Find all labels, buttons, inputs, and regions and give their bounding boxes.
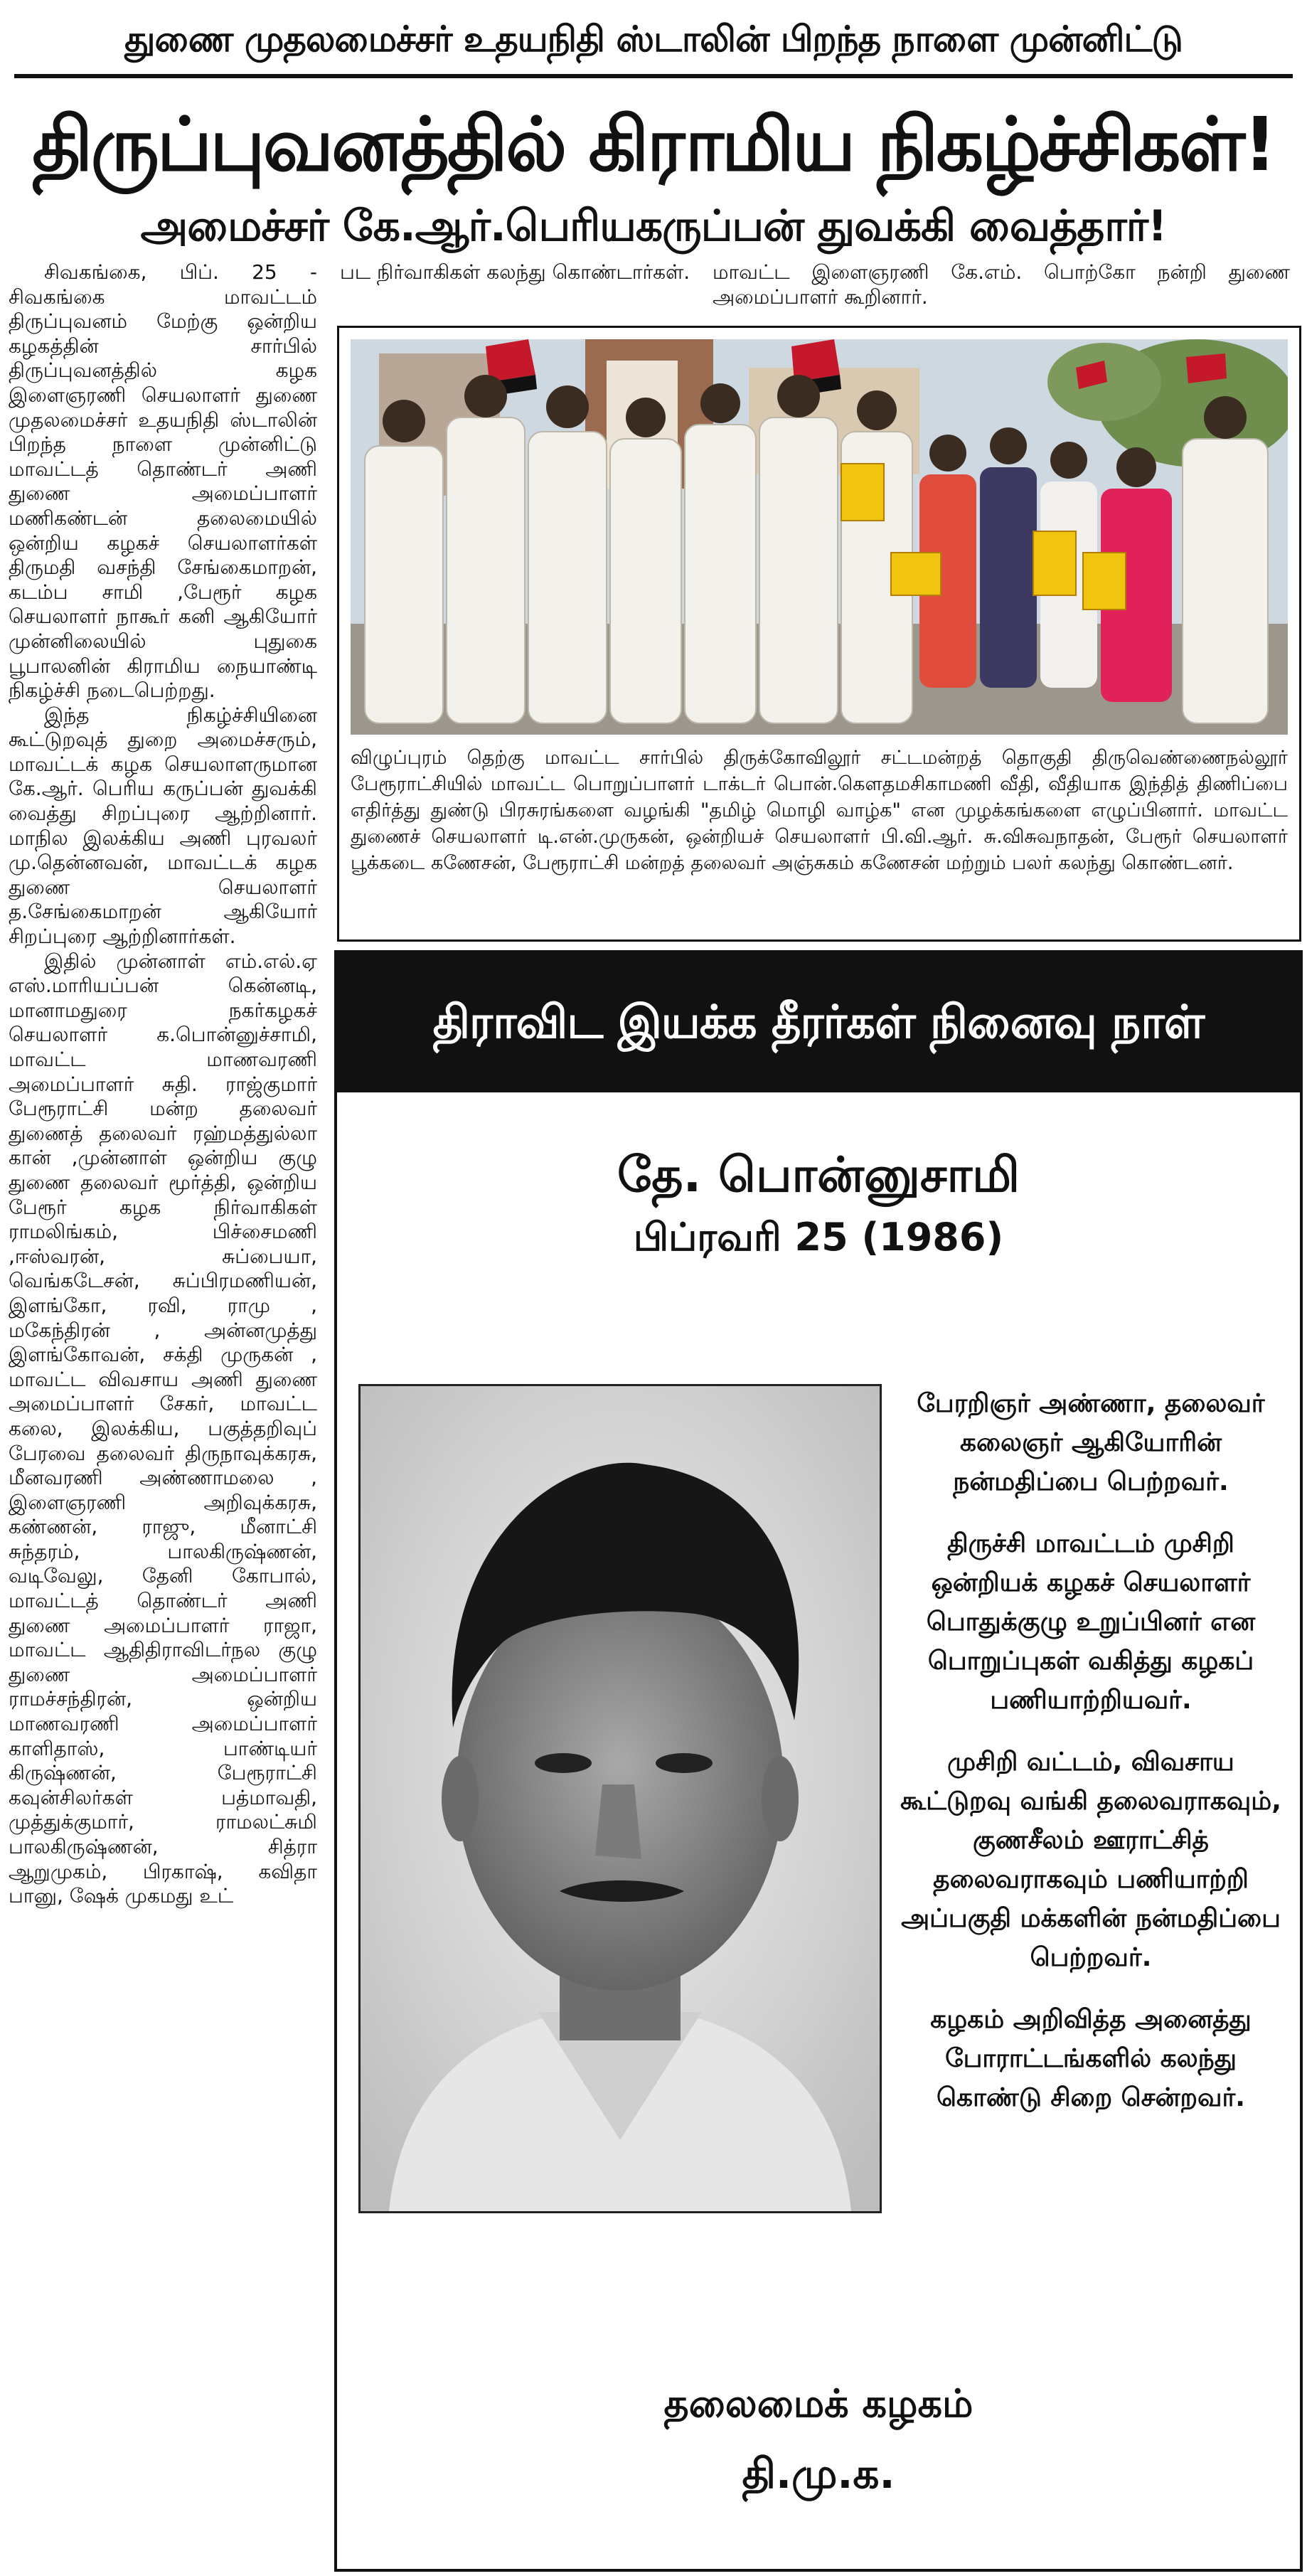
memorial-notice (334, 950, 1303, 2572)
article-continuation-1: பட நிர்வாகிகள் கலந்து கொண்டார்கள். (340, 260, 690, 284)
article-paragraph: சிவகங்கை, பிப். 25 - சிவகங்கை மாவட்டம் திருப்புவனம் மேற்கு ஒன்றிய கழகத்தின் சார்பில் திருப்புவனத்தில் கழக இளைஞரணி செயலாளர் துணை முதலமைச்சர் உதயநிதி ஸ்டாலின் பிறந்த நாளை முன்னிட்டு மாவட்டத் தொண்டர் அணி துணை அமைப்பாளர் மணிகண்டன் தலைமையில் ஒன்றிய கழகச் செயலாளர்கள் திருமதி வசந்தி சேங்கைமாறன், கடம்ப சாமி ,பேரூர் கழக செயலாளர் நாகூர் கனி ஆகியோர் முன்னிலையில் புதுகை பூபாலனின் கிராமிய நையாண்டி நிகழ்ச்சி நடைபெற்றது. (9, 260, 317, 703)
article-paragraph: இந்த நிகழ்ச்சியினை கூட்டுறவுத் துறை அமைச்சரும், மாவட்டக் கழக செயலாளருமான கே.ஆர். பெரிய கருப்பன் துவக்கி வைத்து சிறப்புரை ஆற்றினார். மாநில இலக்கிய அணி புரவலர் மு.தென்னவன், மாவட்டக் கழக துணை செயலாளர் த.சேங்கைமாறன் ஆகியோர் சிறப்புரை ஆற்றினார்கள். (9, 703, 317, 949)
memorial-bio (899, 1384, 1283, 2140)
signature-party: தி.மு.க. (742, 2449, 895, 2498)
photo-caption: விழுப்புரம் தெற்கு மாவட்ட சார்பில் திருக்கோவிலூர் சட்டமன்றத் தொகுதி திருவெண்ணைநல்லூர் பேரூராட்சியில் மாவட்ட பொறுப்பாளர் டாக்டர் பொன்.கௌதமசிகாமணி வீதி, வீதியாக இந்தித் திணிப்பை எதிர்த்து துண்டு பிரசுரங்களை வழங்கி "தமிழ் மொழி வாழ்க" என முழக்கங்களை எழுப்பினார். மாவட்ட துணைச் செயலாளர் டி.என்.முருகன், ஒன்றியச் செயலாளர் பி.வி.ஆர். சு.விசுவநாதன், பேரூர் செயலாளர் பூக்கடை கணேசன், பேரூராட்சி மன்றத் தலைவர் அஞ்சுகம் கணேசன் மற்றும் பலர் கலந்து கொண்டனர். (351, 747, 1288, 874)
main-headline: திருப்புவனத்தில் கிராமிய நிகழ்ச்சிகள்! (32, 101, 1275, 188)
article-paragraph: இதில் முன்னாள் எம்.எல்.ஏ எஸ்.மாரியப்பன் கென்னடி, மானாமதுரை நகர்கழகச் செயலாளர் க.பொன்னுச்சாமி, மாவட்ட மாணவரணி அமைப்பாளர் சுதி. ராஜ்குமார் பேரூராட்சி மன்ற தலைவர் துணைத் தலைவர் ரஹ்மத்துல்லா கான் ,முன்னாள் ஒன்றிய குழு துணை தலைவர் மூர்த்தி, ஒன்றிய பேரூர் கழக நிர்வாகிகள் ராமலிங்கம், பிச்சைமணி ,ஈஸ்வரன், சுப்பையா, வெங்கடேசன், சுப்பிரமணியன், இளங்கோ, ரவி, ராமு , மகேந்திரன் , அன்னமுத்து இளங்கோவன், சக்தி முருகன் , மாவட்ட விவசாய அணி துணை அமைப்பாளர் சேகர், மாவட்ட கலை, இலக்கிய, பகுத்தறிவுப் பேரவை தலைவர் திருநாவுக்கரசு, மீனவரணி அண்ணாமலை , இளைஞரணி அறிவுக்கரசு, கண்ணன், ராஜு, மீனாட்சி சுந்தரம், பாலகிருஷ்ணன், வடிவேலு, தேனி கோபால், மாவட்டத் தொண்டர் அணி துணை அமைப்பாளர் ராஜா, மாவட்ட ஆதிதிராவிடர்நல குழு துணை அமைப்பாளர் ராமச்சந்திரன், ஒன்றிய மாணவரணி அமைப்பாளர் காளிதாஸ், பாண்டியர் கிருஷ்ணன், பேரூராட்சி கவுன்சிலர்கள் பத்மாவதி, முத்துக்குமார், ராமலட்சுமி பாலகிருஷ்ணன், சித்ரா ஆறுமுகம், பிரகாஷ், கவிதா பானு, ஷேக் முகமது உட் (9, 949, 317, 1908)
kicker-headline: துணை முதலமைச்சர் உதயநிதி ஸ்டாலின் பிறந்த நாளை முன்னிட்டு (124, 18, 1183, 60)
bio-paragraph: திருச்சி மாவட்டம் முசிறி ஒன்றியக் கழகச் செயலாளர் பொதுக்குழு உறுப்பினர் என பொறுப்புகள் வகித்து கழகப் பணியாற்றியவர். (926, 1529, 1256, 1715)
crowd-photo-illustration (351, 339, 1288, 735)
news-photo (351, 339, 1288, 735)
portrait-photo (358, 1384, 882, 2213)
sub-headline: அமைச்சர் கே.ஆர்.பெரியகருப்பன் துவக்கி வைத்தார்! (140, 201, 1167, 251)
memorial-banner: திராவிட இயக்க தீரர்கள் நினைவு நாள் (337, 953, 1300, 1092)
bio-paragraph: கழகம் அறிவித்த அனைத்து போராட்டங்களில் கலந்து கொண்டு சிறை சென்றவர். (930, 2005, 1252, 2112)
memorial-name: தே. பொன்னுசாமி (617, 1147, 1020, 1203)
article-column-left (9, 260, 317, 2565)
photo-story-box (337, 326, 1301, 942)
signature-organization: தலைமைக் கழகம் (663, 2381, 973, 2426)
bio-paragraph: பேரறிஞர் அண்ணா, தலைவர் கலைஞர் ஆகியோரின் நன்மதிப்பை பெற்றவர். (917, 1389, 1265, 1496)
header-rule (14, 74, 1293, 78)
article-continuation-2: மாவட்ட இளைஞரணி கே.எம். பொற்கோ நன்றி துணை அமைப்பாளர் கூறினார். (713, 260, 1290, 309)
portrait-illustration (361, 1386, 880, 2211)
bio-paragraph: முசிறி வட்டம், விவசாய கூட்டுறவு வங்கி தலைவராகவும், குணசீலம் ஊராட்சித் தலைவராகவும் பணியாற்றி அப்பகுதி மக்களின் நன்மதிப்பை பெற்றவர். (900, 1747, 1281, 1972)
memorial-date: பிப்ரவரி 25 (1986) (633, 1215, 1004, 1260)
